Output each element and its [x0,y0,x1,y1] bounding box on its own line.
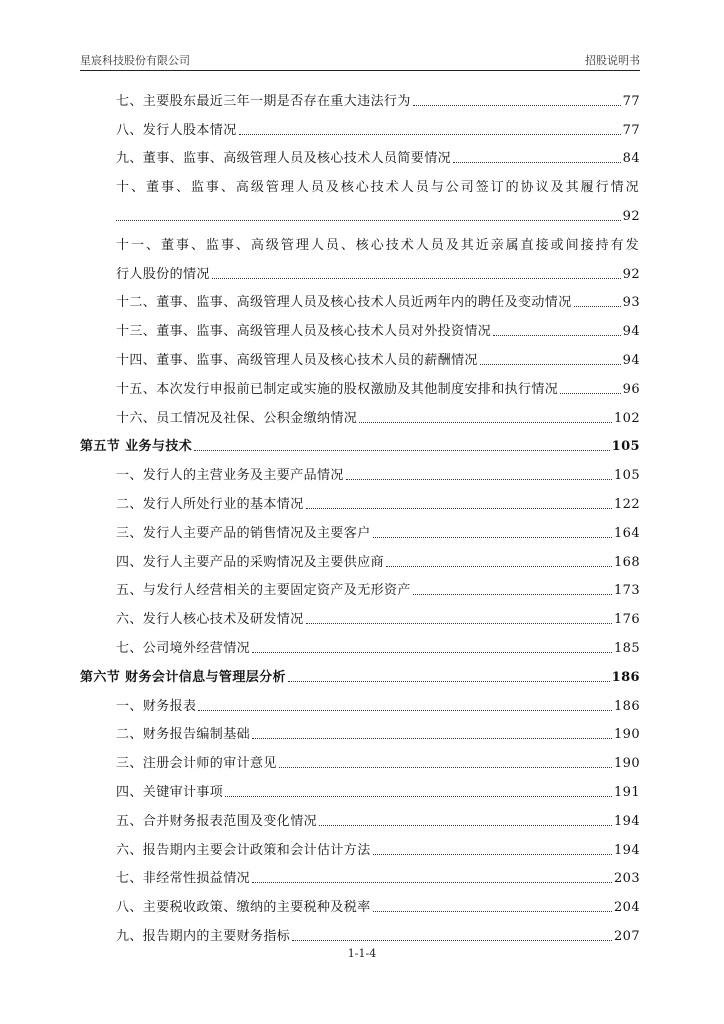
toc-entry-page: 96 [622,381,640,397]
toc-entry-page: 102 [613,410,640,426]
toc-entry-title: 六、发行人核心技术及研发情况 [116,612,304,628]
toc-entry-page: 92 [622,208,640,224]
toc-entry-title: 三、注册会计师的审计意见 [116,756,277,772]
toc-entry[interactable] [80,286,640,315]
toc-entry[interactable] [80,314,640,343]
toc-entry-page: 190 [613,756,640,772]
toc-entry-page: 105 [613,468,640,484]
toc-entry-title: 九、报告期内的主要财务指标 [116,928,291,944]
toc-entry-title: 十、董事、监事、高级管理人员及核心技术人员与公司签订的协议及其履行情况 [116,180,640,196]
toc-section[interactable] [80,660,640,689]
toc-entry[interactable] [80,746,640,775]
toc-section[interactable] [80,430,640,459]
toc-entry-page: 168 [613,554,640,570]
toc-leader-dots [288,681,610,682]
toc-entry[interactable] [80,602,640,631]
toc-entry-page: 93 [622,295,640,311]
toc-leader-dots [413,594,612,595]
toc-entry[interactable] [80,718,640,747]
toc-leader-dots [225,796,612,797]
toc-leader-dots [373,911,612,912]
toc-entry-page: 186 [613,698,640,714]
toc-entry-page: 164 [613,525,640,541]
toc-entry-title: 四、关键审计事项 [116,784,224,800]
toc-leader-dots [194,450,610,451]
toc-entry-page: 207 [613,928,640,944]
toc-leader-dots [359,422,612,423]
toc-entry-title: 十一、董事、监事、高级管理人员、核心技术人员及其近亲属直接或间接持有发 [116,237,640,253]
toc-entry-page: 204 [613,900,640,916]
toc-entry-title: 十四、董事、监事、高级管理人员及核心技术人员的薪酬情况 [116,352,478,368]
toc-entry-title: 十五、本次发行申报前已制定或实施的股权激励及其他制度安排和执行情况 [116,381,559,397]
toc-entry[interactable] [80,574,640,603]
toc-leader-dots [413,105,621,106]
toc-entry-page: 94 [622,324,640,340]
toc-leader-dots [386,566,612,567]
toc-entry[interactable] [80,487,640,516]
toc-leader-dots [252,882,612,883]
toc-entry-page: 77 [622,93,640,109]
toc-entry-title: 一、发行人的主营业务及主要产品情况 [116,468,344,484]
toc-section-title: 第五节 业务与技术 [80,439,193,455]
company-name: 星宸科技股份有限公司 [80,54,190,67]
toc-entry-line2[interactable] [80,257,640,286]
toc-entry-page: 203 [613,871,640,887]
toc-section-title: 第六节 财务会计信息与管理层分析 [80,669,286,685]
toc-leader-dots [252,738,612,739]
page-header [80,50,640,71]
toc-entry-title-continued: 行人股份的情况 [116,266,210,282]
toc-entry[interactable] [80,862,640,891]
toc-entry-page: 77 [622,122,640,138]
toc-leader-dots [306,508,612,509]
toc-entry-title: 五、合并财务报表范围及变化情况 [116,813,318,829]
toc-entry-page: 84 [622,151,640,167]
document-type: 招股说明书 [585,54,640,67]
toc-leader-dots [319,825,612,826]
toc-leader-dots [279,767,612,768]
toc-leader-dots [292,940,612,941]
toc-entry[interactable] [80,775,640,804]
toc-leader-dots [239,134,621,135]
toc-entry[interactable] [80,833,640,862]
toc-entry-title: 八、发行人股本情况 [116,122,237,138]
toc-entry[interactable] [80,84,640,113]
toc-entry-title: 七、非经常性损益情况 [116,871,251,887]
toc-entry-line1[interactable] [80,228,640,257]
toc-entry-title: 四、发行人主要产品的采购情况及主要供应商 [116,554,385,570]
toc-leader-dots [480,364,621,365]
toc-entry-title: 十三、董事、监事、高级管理人员及核心技术人员对外投资情况 [116,324,492,340]
toc-leader-dots [453,162,621,163]
toc-entry[interactable] [80,689,640,718]
toc-leader-dots [493,335,620,336]
toc-entry-title: 八、主要税收政策、缴纳的主要税种及税率 [116,900,371,916]
toc-leader-dots [198,710,612,711]
toc-entry[interactable] [80,890,640,919]
toc-entry-title: 二、财务报告编制基础 [116,727,251,743]
toc-entry-page: 194 [613,813,640,829]
toc-leader-dots [346,479,612,480]
toc-leader-dots [212,278,621,279]
toc-leader-dots [560,393,620,394]
table-of-contents [80,84,640,948]
toc-entry-line2[interactable] [80,199,640,228]
toc-entry[interactable] [80,919,640,948]
toc-entry-page: 194 [613,842,640,858]
toc-entry[interactable] [80,631,640,660]
toc-entry-title: 三、发行人主要产品的销售情况及主要客户 [116,525,371,541]
toc-entry[interactable] [80,804,640,833]
toc-entry-page: 94 [622,352,640,368]
toc-entry[interactable] [80,545,640,574]
toc-entry-page: 122 [613,496,640,512]
toc-entry[interactable] [80,142,640,171]
toc-entry-page: 185 [613,640,640,656]
toc-entry[interactable] [80,401,640,430]
toc-entry[interactable] [80,113,640,142]
toc-section-page: 105 [611,439,640,455]
toc-leader-dots [373,537,612,538]
toc-section-page: 186 [611,669,640,685]
page-number: 1-1-4 [347,947,377,960]
toc-entry-line1[interactable] [80,170,640,199]
toc-entry-title: 七、公司境外经营情况 [116,640,251,656]
toc-entry[interactable] [80,372,640,401]
toc-leader-dots [373,854,612,855]
toc-entry-page: 176 [613,612,640,628]
toc-entry[interactable] [80,343,640,372]
toc-entry-title: 十二、董事、监事、高级管理人员及核心技术人员近两年内的聘任及变动情况 [116,295,572,311]
toc-leader-dots [574,306,621,307]
toc-entry-title: 五、与发行人经营相关的主要固定资产及无形资产 [116,583,411,599]
toc-entry-title: 六、报告期内主要会计政策和会计估计方法 [116,842,371,858]
toc-entry-title: 一、财务报表 [116,698,197,714]
toc-entry[interactable] [80,458,640,487]
toc-leader-dots [306,623,612,624]
toc-entry-title: 二、发行人所处行业的基本情况 [116,496,304,512]
toc-entry-page: 190 [613,727,640,743]
toc-entry-page: 173 [613,583,640,599]
toc-leader-dots [116,220,621,221]
toc-leader-dots [252,652,612,653]
toc-entry[interactable] [80,516,640,545]
toc-entry-title: 九、董事、监事、高级管理人员及核心技术人员简要情况 [116,151,452,167]
toc-entry-page: 191 [613,784,640,800]
toc-entry-title: 七、主要股东最近三年一期是否存在重大违法行为 [116,93,411,109]
toc-entry-page: 92 [622,266,640,282]
toc-entry-title: 十六、员工情况及社保、公积金缴纳情况 [116,410,358,426]
